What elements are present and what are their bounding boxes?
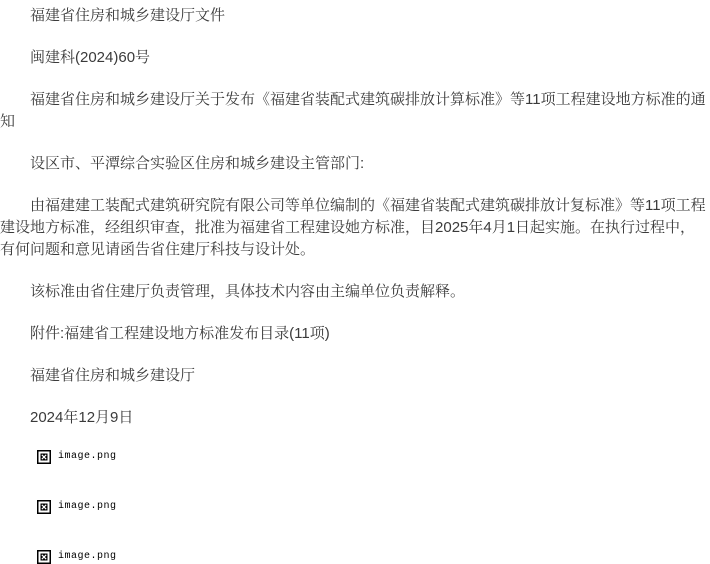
- broken-image-alt-text: image.png: [58, 551, 117, 562]
- broken-image-icon: [37, 550, 51, 564]
- broken-image-alt-text: image.png: [58, 451, 117, 462]
- document-number: 闽建科(2024)60号: [30, 49, 151, 66]
- attachment-line: 附件:福建省工程建设地方标准发布目录(11项): [30, 325, 330, 342]
- broken-image-alt-text: image.png: [58, 501, 117, 512]
- notice-title: 福建省住房和城乡建设厅关于发布《福建省装配式建筑碳排放计算标准》等11项工程建设地方标准的通知: [0, 91, 706, 130]
- body-paragraph-main: 由福建建工装配式建筑研究院有限公司等单位编制的《福建省装配式建筑碳排放计复标准》等11项工程建设地方标准，经组织审查，批准为福建省工程建设她方标准，目2025年4月1日起实施。在执行过程中，有何问题和意见请函告省住建厅科技与设计处。: [0, 197, 706, 258]
- issue-date: 2024年12月9日: [30, 409, 134, 426]
- broken-image-icon: [37, 450, 51, 464]
- broken-image-row: [37, 449, 710, 464]
- broken-image-icon: [37, 500, 51, 514]
- body-paragraph-management: 该标准由省住建厅负责管理，具体技术内容由主编单位负责解释。: [30, 283, 466, 300]
- issuer-signature: 福建省住房和城乡建设厅: [30, 367, 196, 384]
- broken-image-row: [37, 549, 710, 564]
- salutation-line: 设区市、平潭综合实验区住房和城乡建设主管部门:: [30, 155, 365, 172]
- broken-image-row: [37, 499, 710, 514]
- document-header-title: 福建省住房和城乡建设厅文件: [30, 7, 226, 24]
